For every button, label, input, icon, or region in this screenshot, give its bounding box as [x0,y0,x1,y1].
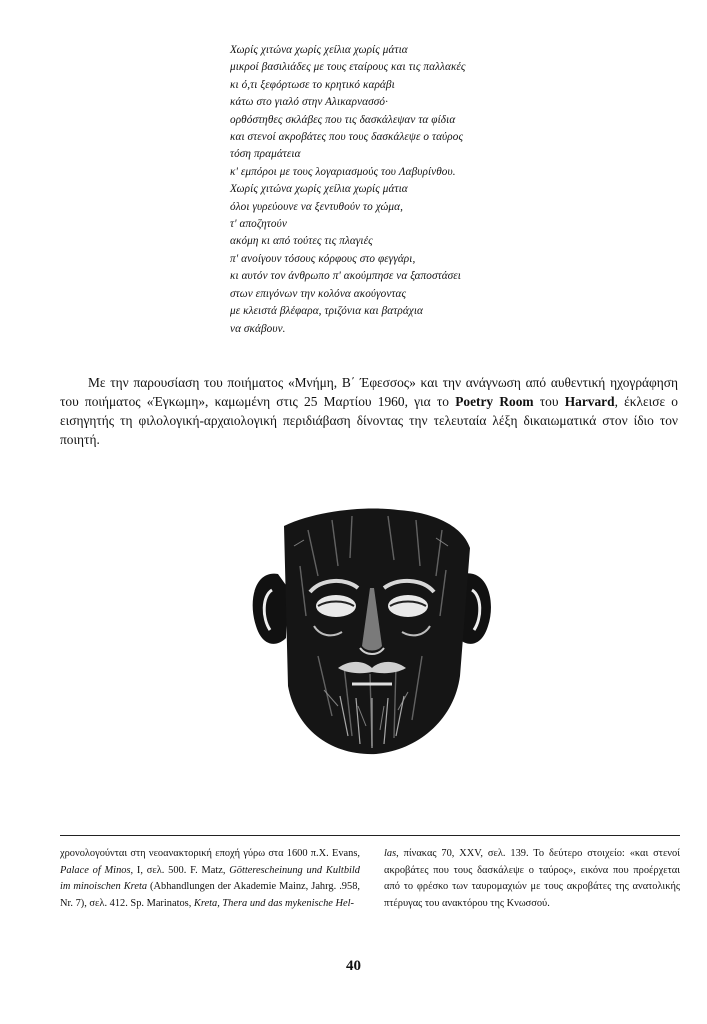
poem-line: όλοι γυρεύουνε να ξεντυθούν το χώμα, [230,200,403,213]
poem-line: ορθόστηθες σκλάβες που τις δασκάλεψαν τα φίδια [230,113,456,126]
footnote-left-column [60,846,360,912]
footnote-text: , πίνακας 70, XXV, σελ. 139. Το δεύτερο στοιχείο: «και στενοί ακροβάτες που τους δασκάλεψε ο ταύρος», εικόνα που προέρχεται από το φρέσκο των ταυρομαχιών με τους ακροβάτες της ανατολικής πτέρυγας του ανακτόρου της Κνωσσού. [384,848,680,909]
poem-line: να σκάβουν. [230,322,286,335]
footnote-text: χρονολογούνται στη νεοανακτορική εποχή γύρω στα 1600 π.Χ. Evans, [60,848,360,859]
poem-line: ακόμη κι από τούτες τις πλαγιές [230,235,373,248]
paragraph [60,373,678,449]
poem-line: μικροί βασιλιάδες με τους εταίρους και τις παλλακές [230,61,466,74]
poem-line: τ' αποζητούν [230,218,287,231]
poem-line: κι αυτόν τον άνθρωπο π' ακούμπησε να ξαποστάσει [230,270,462,283]
poem-line: Χωρίς χιτώνα χωρίς χείλια χωρίς μάτια [230,183,408,196]
left-ear [253,574,288,644]
bold-term: Harvard [564,394,615,409]
footnote-divider [60,835,680,836]
poem-line: κ' εμπόροι με τους λογαριασμούς του Λαβυρίνθου. [230,165,456,178]
poem-line: στων επιγόνων την κολόνα ακούγοντας [230,287,407,300]
paragraph-text: , έκλεισε ο εισηγητής τη φιλολογική-αρχαιολογική περιδιάβαση δίνοντας την τελευταία λέξη δικαιωματικά στον ίδιο τον ποιητή. [60,394,678,447]
bold-term: Poetry Room [455,394,534,409]
footnote-text: (Abhandlungen der Akademie Mainz, Jahrg. .958, Nr. 7), σελ. 412. Sp. Marinatos, [60,881,360,909]
poem-line: και στενοί ακροβάτες που τους δασκάλεψε ο ταύρος [230,131,464,144]
poem-line: με κλειστά βλέφαρα, τριζόνια και βατράχια [230,305,424,318]
poem-line: τόση πραμάτεια [230,148,301,161]
poem-line: π' ανοίγουν τόσους κόρφους στο φεγγάρι, [230,252,416,265]
poem-excerpt [230,42,610,338]
right-eye [388,595,428,617]
footnote-title: Götterescheinung und Kultbild im minoischen Kreta [60,864,360,893]
body-paragraph [60,373,678,449]
paragraph-text: του [533,394,565,409]
gold-mask-illustration [248,506,496,758]
footnote-right-column [384,846,680,912]
footnote-title: Palace of Minos [60,864,131,876]
footnote-title: las [384,848,397,859]
footnote-text: , I, σελ. 500. F. Matz, [130,864,230,876]
paragraph-text: Με την παρουσίαση του ποιήματος «Μνήμη, Β΄ Έφεσσος» και την ανάγνωση από αυθεντική ηχογράφηση του ποιήματος «Έγκωμη», καμωμένη στις 25 Μαρτίου 1960, για το [60,375,678,409]
poem-line: Χωρίς χιτώνα χωρίς χείλια χωρίς μάτια [230,44,408,56]
left-eye [316,595,356,617]
footnote-title: Kreta, Thera und das mykenische Hel- [193,897,354,909]
poem-line: κι ό,τι ξεφόρτωσε το κρητικό καράβι [230,78,395,91]
poem-line: κάτω στο γιαλό στην Αλικαρνασσό· [230,96,388,109]
page-number: 40 [346,958,361,974]
